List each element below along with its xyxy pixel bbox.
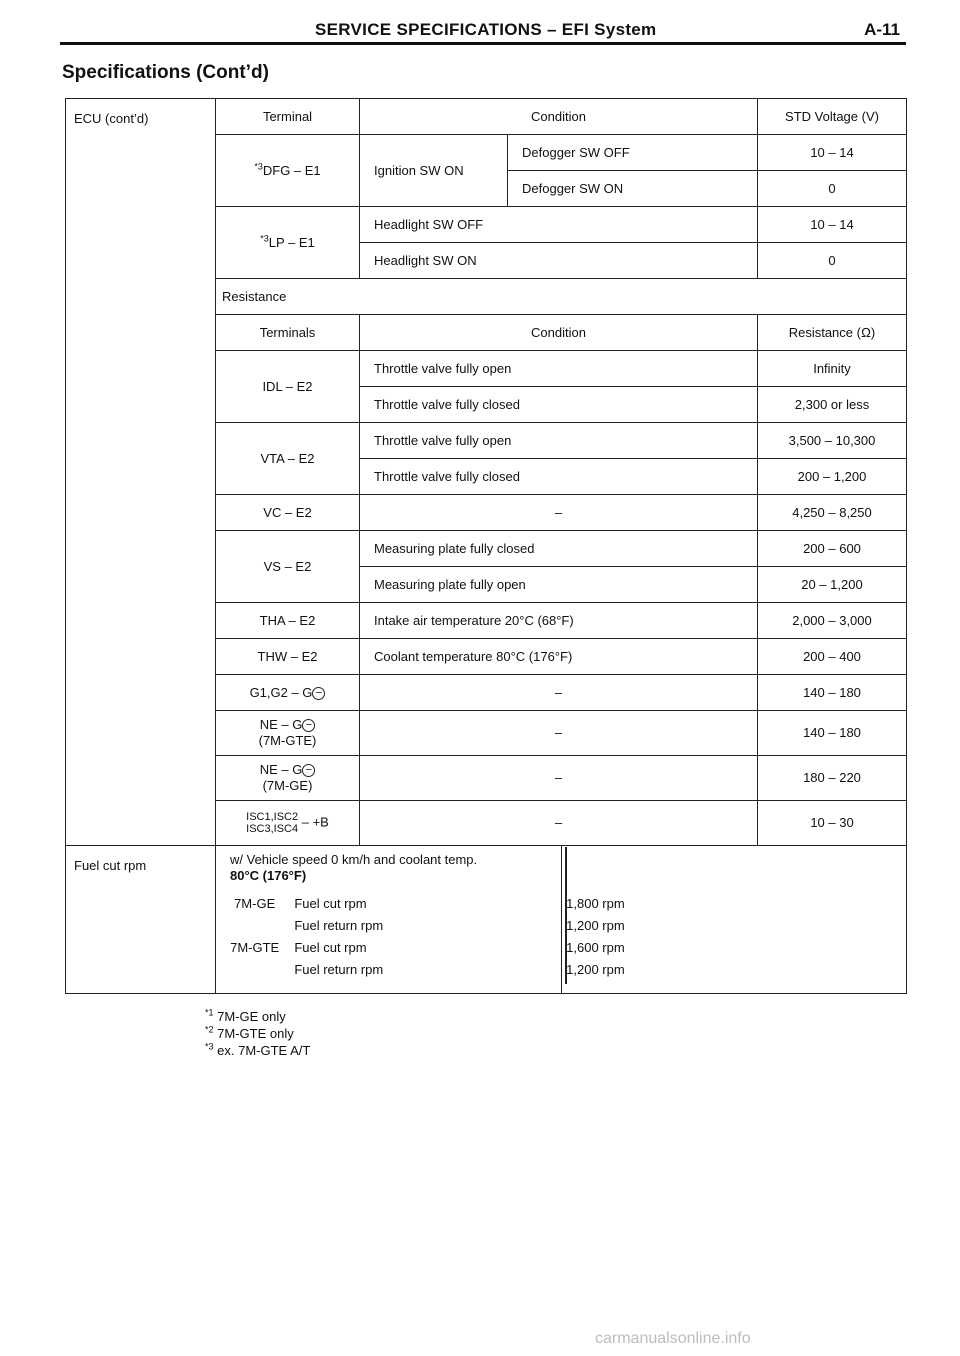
condition-sub: Defogger SW OFF bbox=[508, 135, 758, 171]
header-resistance: Resistance (Ω) bbox=[758, 315, 907, 351]
condition-cell: Headlight SW ON bbox=[360, 243, 758, 279]
resistance-label: Resistance bbox=[216, 279, 907, 315]
fuel-value: 1,200 rpm bbox=[566, 962, 625, 977]
fuel-item: Fuel return rpm bbox=[294, 962, 384, 977]
fuel-item: Fuel cut rpm bbox=[294, 940, 367, 955]
terminal-dfg: $^{*3}$DFG – E1 bbox=[216, 135, 360, 207]
engine-label: (7M-GTE) bbox=[258, 733, 317, 748]
ecu-label: ECU (cont’d) bbox=[66, 99, 216, 846]
header-condition: Condition bbox=[360, 315, 758, 351]
resistance-value: 200 – 1,200 bbox=[758, 459, 907, 495]
std-value: 0 bbox=[758, 171, 907, 207]
engine-label bbox=[215, 959, 294, 981]
condition-cell: Throttle valve fully closed bbox=[360, 387, 758, 423]
terminal-isc: ISC1,ISC2 ISC3,ISC4 – +B bbox=[216, 801, 360, 846]
terminal-ne-gte: NE – G − (7M-GTE) bbox=[216, 711, 360, 756]
minus-circle-icon: − bbox=[302, 764, 315, 777]
fuel-item: Fuel return rpm bbox=[294, 918, 384, 933]
engine-label: 7M-GE bbox=[234, 896, 276, 911]
header-rule bbox=[60, 42, 906, 45]
condition-cell: Measuring plate fully closed bbox=[360, 531, 758, 567]
condition-cell: – bbox=[360, 495, 758, 531]
minus-circle-icon: − bbox=[302, 719, 315, 732]
resistance-value: 10 – 30 bbox=[758, 801, 907, 846]
fuel-cut-condition-line2: 80°C (176°F) bbox=[230, 868, 307, 883]
resistance-value: 180 – 220 bbox=[758, 756, 907, 801]
footnote: $^{*3}$ ex. 7M-GTE A/T bbox=[205, 1041, 311, 1058]
terminal-g1g2: G1,G2 – G − bbox=[216, 675, 360, 711]
specifications-table bbox=[65, 98, 907, 994]
terminal-ne-ge: NE – G − (7M-GE) bbox=[216, 756, 360, 801]
header-std-voltage: STD Voltage (V) bbox=[758, 99, 907, 135]
condition-cell: – bbox=[360, 675, 758, 711]
fuel-cut-condition-line1: w/ Vehicle speed 0 km/h and coolant temp. bbox=[230, 852, 478, 867]
condition-cell: Coolant temperature 80°C (176°F) bbox=[360, 639, 758, 675]
std-value: 10 – 14 bbox=[758, 135, 907, 171]
voltage-header-row bbox=[66, 99, 907, 135]
condition-cell: Intake air temperature 20°C (68°F) bbox=[360, 603, 758, 639]
resistance-value: 2,000 – 3,000 bbox=[758, 603, 907, 639]
header-terminals: Terminals bbox=[216, 315, 360, 351]
condition-cell: Headlight SW OFF bbox=[360, 207, 758, 243]
terminal-vc: VC – E2 bbox=[216, 495, 360, 531]
condition-cell: – bbox=[360, 756, 758, 801]
resistance-value: 3,500 – 10,300 bbox=[758, 423, 907, 459]
list-item bbox=[215, 959, 755, 981]
condition-cell: Throttle valve fully open bbox=[360, 351, 758, 387]
terminal-tha: THA – E2 bbox=[216, 603, 360, 639]
resistance-value: 20 – 1,200 bbox=[758, 567, 907, 603]
header-condition: Condition bbox=[360, 99, 758, 135]
condition-cell: Measuring plate fully open bbox=[360, 567, 758, 603]
resistance-value: 4,250 – 8,250 bbox=[758, 495, 907, 531]
condition-cell: – bbox=[360, 801, 758, 846]
minus-circle-icon: − bbox=[312, 687, 325, 700]
resistance-value: 200 – 600 bbox=[758, 531, 907, 567]
std-value: 10 – 14 bbox=[758, 207, 907, 243]
fuel-cut-label: Fuel cut rpm bbox=[66, 846, 216, 994]
engine-label: 7M-GTE bbox=[230, 940, 280, 955]
footnote: $^{*2}$ 7M-GTE only bbox=[205, 1024, 294, 1041]
list-item bbox=[215, 937, 755, 959]
section-title: Specifications (Cont’d) bbox=[62, 62, 269, 83]
condition-ignition-on: Ignition SW ON bbox=[360, 135, 508, 207]
terminal-thw: THW – E2 bbox=[216, 639, 360, 675]
resistance-value: 140 – 180 bbox=[758, 675, 907, 711]
list-item bbox=[215, 915, 755, 937]
resistance-value: Infinity bbox=[758, 351, 907, 387]
condition-cell: Throttle valve fully closed bbox=[360, 459, 758, 495]
header-terminal: Terminal bbox=[216, 99, 360, 135]
footnote-mark: *3 bbox=[254, 161, 263, 172]
resistance-value: 140 – 180 bbox=[758, 711, 907, 756]
footnotes bbox=[205, 1008, 310, 1059]
engine-label bbox=[215, 915, 294, 937]
footnote-mark: *3 bbox=[260, 233, 269, 244]
condition-cell: – bbox=[360, 711, 758, 756]
terminal-idl: IDL – E2 bbox=[216, 351, 360, 423]
page-header bbox=[60, 18, 904, 42]
condition-cell: Throttle valve fully open bbox=[360, 423, 758, 459]
terminal-lp: $^{*3}$LP – E1 bbox=[216, 207, 360, 279]
page-number: A-11 bbox=[864, 20, 900, 39]
list-item bbox=[215, 893, 755, 915]
fuel-value: 1,800 rpm bbox=[566, 896, 625, 911]
footnote: $^{*1}$ 7M-GE only bbox=[205, 1007, 286, 1024]
terminal-vs: VS – E2 bbox=[216, 531, 360, 603]
resistance-value: 2,300 or less bbox=[758, 387, 907, 423]
fuel-cut-divider bbox=[565, 847, 567, 984]
fuel-item: Fuel cut rpm bbox=[294, 896, 367, 911]
terminal-vta: VTA – E2 bbox=[216, 423, 360, 495]
fuel-value: 1,600 rpm bbox=[566, 940, 625, 955]
header-title: SERVICE SPECIFICATIONS – EFI System bbox=[315, 20, 657, 39]
engine-label: (7M-GE) bbox=[262, 778, 313, 793]
condition-sub: Defogger SW ON bbox=[508, 171, 758, 207]
fuel-value: 1,200 rpm bbox=[566, 918, 625, 933]
resistance-value: 200 – 400 bbox=[758, 639, 907, 675]
fuel-cut-grid bbox=[215, 893, 755, 981]
watermark: carmanualsonline.info bbox=[595, 1330, 751, 1347]
std-value: 0 bbox=[758, 243, 907, 279]
